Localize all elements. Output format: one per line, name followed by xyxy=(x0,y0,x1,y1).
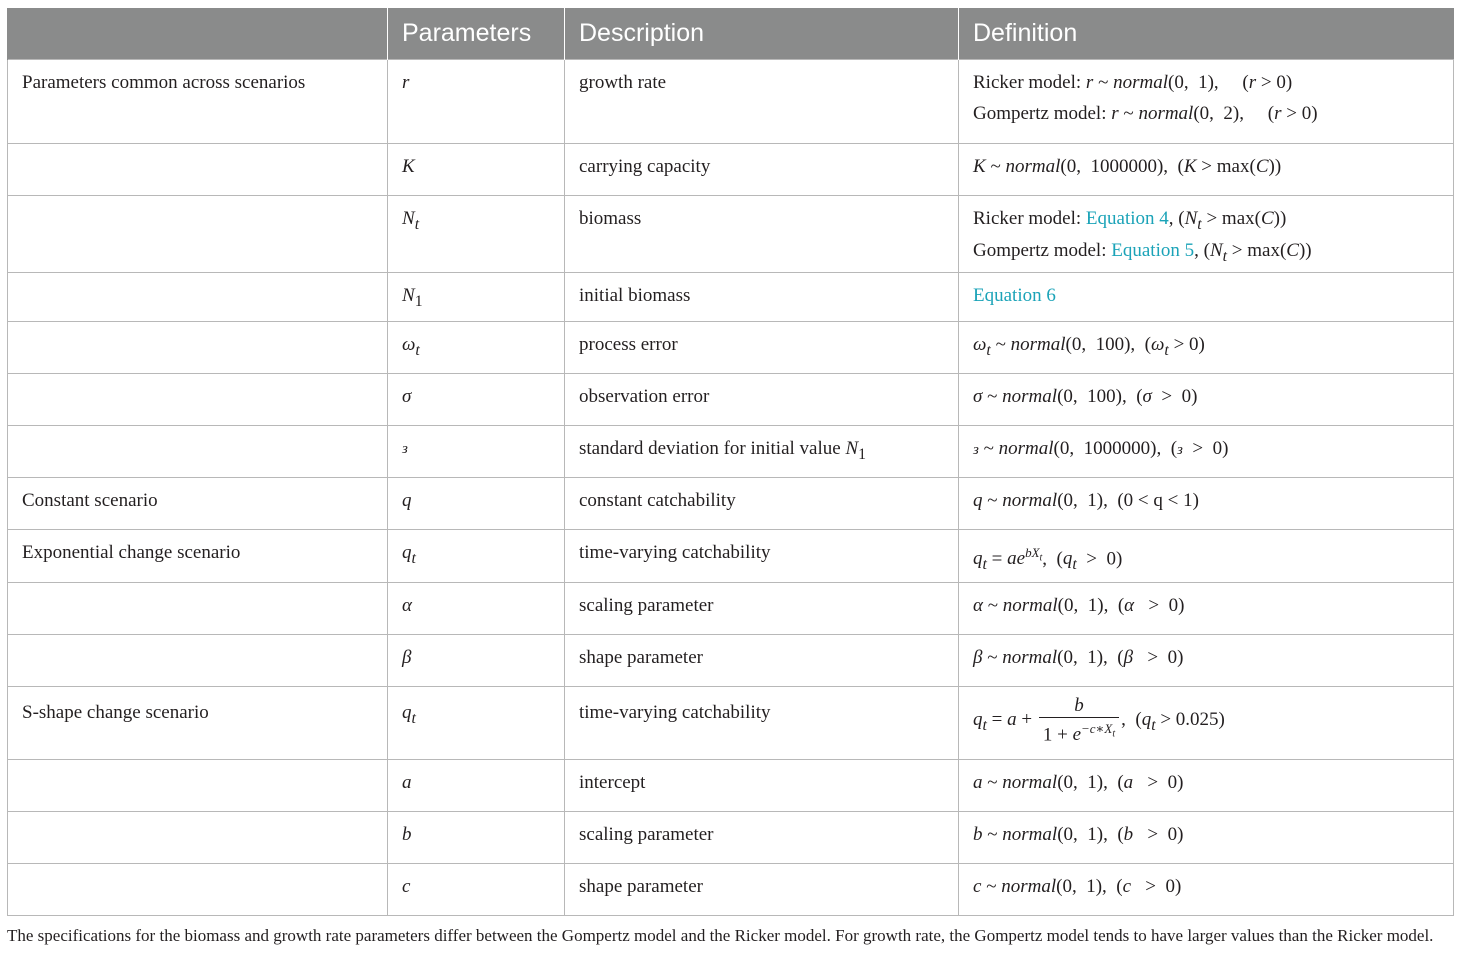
table-row xyxy=(8,530,1454,583)
description-cell: initial biomass xyxy=(565,273,959,322)
group-cell xyxy=(8,374,388,426)
group-cell xyxy=(8,144,388,196)
description-cell: time-varying catchability xyxy=(565,530,959,583)
definition-cell: σ ~ normal(0, 100), (σ > 0) xyxy=(959,374,1454,426)
definition-line: Gompertz model: Equation 5, $(N_t > \max(C))$ xyxy=(973,239,1312,265)
group-cell: Exponential change scenario xyxy=(8,530,388,583)
group-cell xyxy=(8,864,388,916)
description-cell: carrying capacity xyxy=(565,144,959,196)
definition-cell: K ~ normal(0, 1000000), (K > max(C)) xyxy=(959,144,1454,196)
group-cell: S-shape change scenario xyxy=(8,687,388,760)
group-cell: Parameters common across scenarios xyxy=(8,60,388,144)
table-row xyxy=(8,60,1454,144)
definition-cell: q ~ normal(0, 1), (0 < q < 1) xyxy=(959,478,1454,530)
header-parameters: Parameters xyxy=(388,8,565,60)
group-cell xyxy=(8,322,388,374)
header-description: Description xyxy=(565,8,959,60)
table-row xyxy=(8,426,1454,478)
group-cell xyxy=(8,635,388,687)
description-cell: biomass xyxy=(565,196,959,273)
definition-cell: a ~ normal(0, 1), (a > 0) xyxy=(959,760,1454,812)
group-cell xyxy=(8,760,388,812)
description-cell: scaling parameter xyxy=(565,812,959,864)
group-cell xyxy=(8,812,388,864)
table-row xyxy=(8,864,1454,916)
table-body xyxy=(8,60,1454,916)
param-cell: β xyxy=(388,635,565,687)
table-row xyxy=(8,583,1454,635)
header-row xyxy=(8,8,1454,60)
table-row xyxy=(8,374,1454,426)
table-row xyxy=(8,273,1454,322)
definition-cell xyxy=(959,687,1454,760)
description-cell: time-varying catchability xyxy=(565,687,959,760)
param-cell: з xyxy=(388,426,565,478)
definition-line: Gompertz model: r ~ normal(0, 2), (r > 0) xyxy=(973,103,1318,124)
definition-cell: $q_t = ae^{bX_t}$, $(q_t > 0)$ xyxy=(959,530,1454,583)
definition-cell: c ~ normal(0, 1), (c > 0) xyxy=(959,864,1454,916)
description-cell: scaling parameter xyxy=(565,583,959,635)
fraction: $\frac{b}{1 + e^{-c∗X_t}}$ xyxy=(1039,695,1119,746)
definition-cell: α ~ normal(0, 1), (α > 0) xyxy=(959,583,1454,635)
equation-6-link[interactable]: Equation 6 xyxy=(973,285,1056,306)
param-cell: α xyxy=(388,583,565,635)
table-row xyxy=(8,687,1454,760)
table-row xyxy=(8,196,1454,273)
table-row xyxy=(8,812,1454,864)
definition-cell: b ~ normal(0, 1), (b > 0) xyxy=(959,812,1454,864)
definition-cell xyxy=(959,273,1454,322)
description-cell: shape parameter xyxy=(565,635,959,687)
param-cell: $\omega_t$ xyxy=(388,322,565,374)
group-cell xyxy=(8,196,388,273)
table-header xyxy=(8,8,1454,60)
table-footnote: The specifications for the biomass and growth rate parameters differ between the Gompertz model and the Ricker model. For growth rate, the Gompertz model tends to have larger values than the Ricker model. xyxy=(7,926,1434,945)
table-row xyxy=(8,760,1454,812)
param-cell: c xyxy=(388,864,565,916)
equation-5-link[interactable]: Equation 5 xyxy=(1111,239,1195,261)
logistic-formula: $q_t = a$ + $\frac{b}{1 + e^{-c∗X_t}}$ , $(q_t > 0.025)$ xyxy=(973,695,1225,746)
param-cell: q xyxy=(388,478,565,530)
definition-cell: β ~ normal(0, 1), (β > 0) xyxy=(959,635,1454,687)
definition-cell xyxy=(959,60,1454,144)
definition-line: Ricker model: Equation 4, $(N_t > \max(C))$ xyxy=(973,208,1287,233)
description-cell: observation error xyxy=(565,374,959,426)
definition-cell xyxy=(959,196,1454,273)
group-cell: Constant scenario xyxy=(8,478,388,530)
description-cell: standard deviation for initial value $N_1$ xyxy=(565,426,959,478)
param-cell: a xyxy=(388,760,565,812)
table-row xyxy=(8,322,1454,374)
table-row xyxy=(8,144,1454,196)
param-cell: K xyxy=(388,144,565,196)
table-row xyxy=(8,635,1454,687)
parameters-table xyxy=(7,8,1454,916)
param-cell: $N_1$ xyxy=(388,273,565,322)
equation-4-link[interactable]: Equation 4 xyxy=(1085,208,1169,229)
group-cell xyxy=(8,273,388,322)
param-cell: r xyxy=(388,60,565,144)
description-cell: shape parameter xyxy=(565,864,959,916)
description-cell: growth rate xyxy=(565,60,959,144)
description-cell: process error xyxy=(565,322,959,374)
definition-line: Ricker model: r ~ normal(0, 1), (r > 0) xyxy=(973,72,1293,93)
param-cell: b xyxy=(388,812,565,864)
group-cell xyxy=(8,583,388,635)
definition-cell: $\omega_t$ ~ normal(0, 100), $(\omega_t > 0)$ xyxy=(959,322,1454,374)
table-row xyxy=(8,478,1454,530)
definition-cell: з ~ normal(0, 1000000), (з > 0) xyxy=(959,426,1454,478)
group-cell xyxy=(8,426,388,478)
param-cell: $q_t$ xyxy=(388,530,565,583)
header-group xyxy=(8,8,388,60)
description-cell: constant catchability xyxy=(565,478,959,530)
param-cell: σ xyxy=(388,374,565,426)
param-cell: $N_t$ xyxy=(388,196,565,273)
param-cell: $q_t$ xyxy=(388,687,565,760)
header-definition: Definition xyxy=(959,8,1454,60)
description-cell: intercept xyxy=(565,760,959,812)
